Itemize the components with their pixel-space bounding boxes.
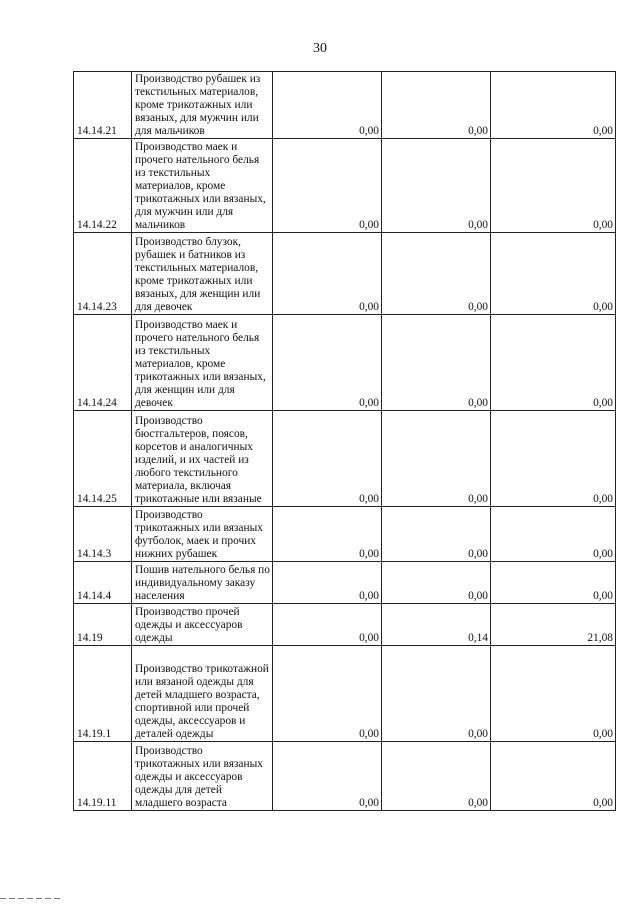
row-value-1: 0,00 — [273, 72, 382, 139]
row-code: 14.14.25 — [74, 411, 132, 507]
row-value-3: 0,00 — [491, 646, 616, 742]
row-value-2: 0,00 — [382, 562, 491, 604]
row-value-1: 0,00 — [273, 507, 382, 562]
row-code: 14.14.21 — [74, 72, 132, 139]
row-name: Производство рубашек из текстильных материалов, кроме трикотажных или вязаных, для мужчин или для мальчиков — [132, 72, 273, 139]
table-row — [74, 139, 616, 233]
row-code: 14.14.4 — [74, 562, 132, 604]
row-value-1: 0,00 — [273, 604, 382, 646]
table-row — [74, 604, 616, 646]
row-value-1: 0,00 — [273, 411, 382, 507]
table-row — [74, 646, 616, 742]
data-table — [73, 71, 616, 811]
row-name: Производство маек и прочего нательного белья из текстильных материалов, кроме трикотажных или вязаных, для мужчин или для мальчиков — [132, 139, 273, 233]
row-value-2: 0,00 — [382, 507, 491, 562]
row-code: 14.19.1 — [74, 646, 132, 742]
row-value-2: 0,00 — [382, 646, 491, 742]
row-value-2: 0,00 — [382, 742, 491, 811]
table-row — [74, 315, 616, 411]
row-value-3: 0,00 — [491, 233, 616, 315]
row-value-1: 0,00 — [273, 315, 382, 411]
row-value-2: 0,00 — [382, 72, 491, 139]
row-name: Производство блузок, рубашек и батников из текстильных материалов, кроме трикотажных или вязаных, для женщин или для девочек — [132, 233, 273, 315]
row-value-3: 0,00 — [491, 411, 616, 507]
table-row — [74, 411, 616, 507]
row-value-2: 0,14 — [382, 604, 491, 646]
row-value-3: 0,00 — [491, 562, 616, 604]
row-value-3: 0,00 — [491, 139, 616, 233]
row-code: 14.14.23 — [74, 233, 132, 315]
row-code: 14.14.22 — [74, 139, 132, 233]
row-name: Производство прочей одежды и аксессуаров одежды — [132, 604, 273, 646]
row-value-2: 0,00 — [382, 139, 491, 233]
row-value-2: 0,00 — [382, 411, 491, 507]
row-name: Производство трикотажных или вязаных одежды и аксессуаров одежды для детей младшего возраста — [132, 742, 273, 811]
table-row — [74, 562, 616, 604]
table-row — [74, 742, 616, 811]
table-row — [74, 72, 616, 139]
row-value-3: 0,00 — [491, 315, 616, 411]
row-value-1: 0,00 — [273, 562, 382, 604]
row-value-2: 0,00 — [382, 315, 491, 411]
row-value-1: 0,00 — [273, 233, 382, 315]
row-name: Производство маек и прочего нательного белья из текстильных материалов, кроме трикотажных или вязаных, для женщин или для девочек — [132, 315, 273, 411]
table-row — [74, 233, 616, 315]
row-value-1: 0,00 — [273, 646, 382, 742]
row-code: 14.14.3 — [74, 507, 132, 562]
row-name: Производство трикотажных или вязаных футболок, маек и прочих нижних рубашек — [132, 507, 273, 562]
row-code: 14.19 — [74, 604, 132, 646]
table-row — [74, 507, 616, 562]
scan-edge-mark — [0, 898, 62, 899]
row-value-1: 0,00 — [273, 742, 382, 811]
row-code: 14.19.11 — [74, 742, 132, 811]
row-name: Производство бюстгальтеров, поясов, корсетов и аналогичных изделий, и их частей из любого текстильного материала, включая трикотажные или вязаные — [132, 411, 273, 507]
row-name: Производство трикотажной или вязаной одежды для детей младшего возраста, спортивной или прочей одежды, аксессуаров и деталей одежды — [132, 646, 273, 742]
row-value-3: 0,00 — [491, 507, 616, 562]
page-number: 30 — [313, 41, 327, 56]
row-value-2: 0,00 — [382, 233, 491, 315]
row-code: 14.14.24 — [74, 315, 132, 411]
row-value-3: 0,00 — [491, 742, 616, 811]
row-value-3: 21,08 — [491, 604, 616, 646]
row-value-1: 0,00 — [273, 139, 382, 233]
row-value-3: 0,00 — [491, 72, 616, 139]
row-name: Пошив нательного белья по индивидуальному заказу населения — [132, 562, 273, 604]
